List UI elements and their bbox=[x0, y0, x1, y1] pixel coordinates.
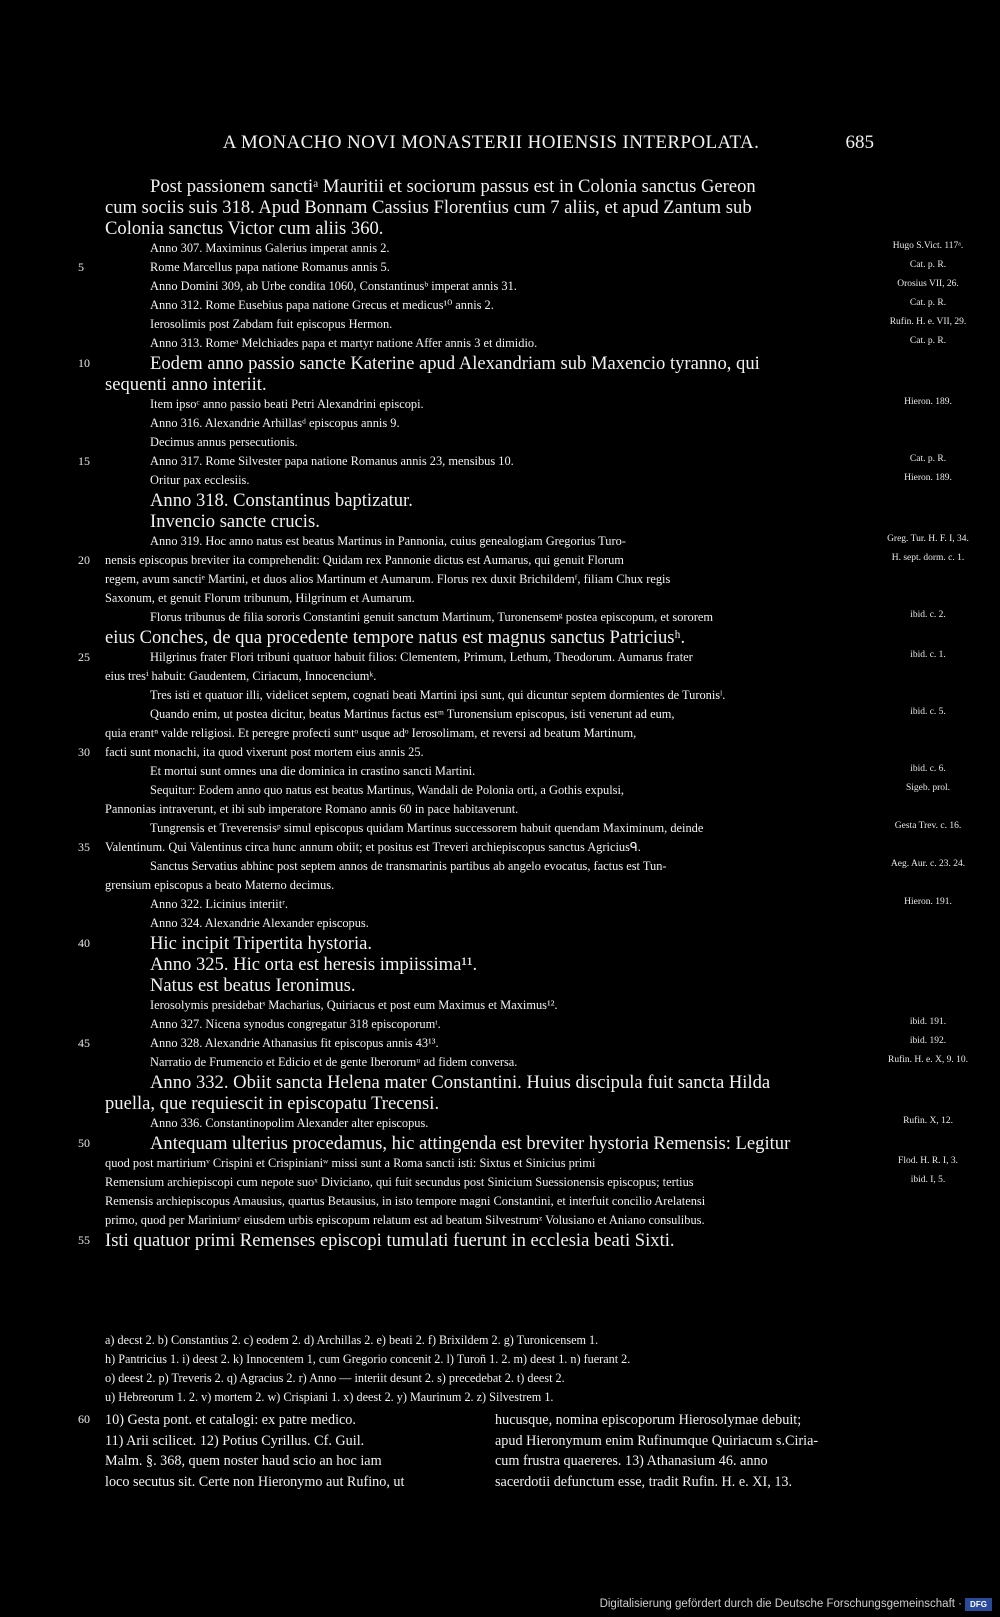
main-text bbox=[78, 176, 969, 1251]
line-text: Anno 312. Rome Eusebius papa natione Grecus et medicus¹⁰ annis 2. bbox=[150, 298, 494, 312]
line-text: Sanctus Servatius abhinc post septem annos de transmarinis partibus ab angelo evocatus, factus est Tun- bbox=[150, 859, 667, 873]
line-text: Post passionem sanctiᵃ Mauritii et sociorum passus est in Colonia sanctus Gereon bbox=[150, 176, 756, 197]
margin-reference: Rufin. H. e. X, 9. 10. bbox=[888, 1055, 968, 1065]
line-number: 50 bbox=[78, 1136, 90, 1150]
text-line bbox=[105, 996, 877, 1015]
line-text: Hic incipit Tripertita hystoria. bbox=[150, 933, 373, 954]
text-line bbox=[105, 1154, 958, 1173]
line-text: Anno 318. Constantinus baptizatur. bbox=[150, 490, 413, 511]
text-line bbox=[78, 551, 965, 570]
line-text: facti sunt monachi, ita quod vixerunt post mortem eius annis 25. bbox=[105, 745, 424, 759]
margin-reference: ibid. I, 5. bbox=[910, 1175, 946, 1185]
text-line bbox=[105, 762, 946, 781]
line-text: Quando enim, ut postea dicitur, beatus Martinus factus estᵐ Turonensium episcopus, isti venerunt ad eum, bbox=[150, 707, 675, 721]
margin-reference: Gesta Trev. c. 16. bbox=[894, 821, 962, 831]
footnote-row: o) deest 2. p) Treveris 2. q) Agracius 2. r) Anno — interiit desunt 2. s) precedebat 2. t) deest 2. bbox=[105, 1371, 565, 1385]
text-line bbox=[105, 334, 947, 353]
margin-reference: Sigeb. prol. bbox=[905, 783, 951, 793]
footnote-row: h) Pantricius 1. i) deest 2. k) Innocentem 1, cum Gregorio concenit 2. l) Turoñ 1. 2. m) deest 1. n) fuerant 2. bbox=[105, 1352, 631, 1366]
line-text: primo, quod per Mariniumʸ eiusdem urbis episcopum relatum est ad beatum Silvestrumᶻ Volusiano et Aniano consulibus. bbox=[105, 1213, 705, 1227]
line-text: Anno 319. Hoc anno natus est beatus Martinus in Pannonia, cuius genealogiam Gregorius Turo- bbox=[150, 534, 626, 548]
running-header: A MONACHO NOVI MONASTERII HOIENSIS INTERPOLATA. bbox=[222, 132, 760, 153]
line-text: Invencio sancte crucis. bbox=[150, 511, 320, 532]
text-line bbox=[105, 627, 877, 648]
line-text: Ierosolimis post Zabdam fuit episcopus Hermon. bbox=[150, 317, 393, 331]
line-text: Remensis archiepiscopus Amausius, quartus Betausius, in isto tempore magni Constantini, et interfuit concilio Arelatensi bbox=[105, 1194, 706, 1208]
notes-right-column bbox=[495, 1410, 865, 1492]
line-text: quod post martiriumᵛ Crispini et Crispinianiʷ missi sunt a Roma sancti isti: Sixtus et Sinicius primi bbox=[105, 1156, 596, 1170]
line-text: Narratio de Frumencio et Edicio et de gente Iberorumᵘ ad fidem conversa. bbox=[150, 1055, 518, 1069]
margin-reference: Flod. H. R. I, 3. bbox=[898, 1156, 958, 1166]
text-line bbox=[78, 452, 947, 471]
text-line bbox=[105, 781, 951, 800]
text-line bbox=[105, 819, 962, 838]
text-line bbox=[105, 608, 946, 627]
text-line bbox=[105, 395, 952, 414]
line-text: Anno 325. Hic orta est heresis impiissima¹¹. bbox=[150, 954, 478, 975]
margin-reference: Cat. p. R. bbox=[909, 298, 947, 308]
line-text: Isti quatuor primi Remenses episcopi tumulati fuerunt in ecclesia beati Sixti. bbox=[105, 1230, 675, 1251]
line-text: Et mortui sunt omnes una die dominica in crastino sancti Martini. bbox=[150, 764, 476, 778]
text-line bbox=[105, 1192, 877, 1211]
digitization-footer bbox=[0, 1593, 1000, 1617]
margin-reference: ibid. 191. bbox=[909, 1017, 947, 1027]
text-line bbox=[105, 277, 959, 296]
line-text: Anno Domini 309, ab Urbe condita 1060, Constantinusᵇ imperat annis 31. bbox=[150, 279, 517, 293]
text-line bbox=[78, 1034, 947, 1053]
text-line bbox=[78, 1230, 877, 1251]
line-text: puella, que requiescit in episcopatu Trecensi. bbox=[105, 1093, 440, 1114]
text-line bbox=[105, 490, 877, 511]
text-line bbox=[105, 975, 877, 996]
note-line: 10) Gesta pont. et catalogi: ex patre medico. bbox=[105, 1412, 356, 1428]
line-text: Anno 313. Romeᵃ Melchiades papa et martyr natione Affer annis 3 et dimidio. bbox=[150, 336, 538, 350]
line-number: 5 bbox=[78, 260, 84, 274]
line-text: Rome Marcellus papa natione Romanus annis 5. bbox=[150, 260, 390, 274]
text-line bbox=[78, 933, 877, 954]
text-line bbox=[105, 1072, 877, 1093]
line-text: Tres isti et quatuor illi, videlicet septem, cognati beati Martini ipsi sunt, qui dicuntur septem dormientes de Turonisˡ. bbox=[150, 688, 726, 702]
line-text: Valentinum. Qui Valentinus circa hunc annum obiit; et positus est Treveri archiepiscopus sanctus Agriciusᑫ. bbox=[105, 840, 641, 854]
text-line bbox=[105, 724, 877, 743]
line-number: 60 bbox=[78, 1412, 90, 1426]
footnote-row: u) Hebreorum 1. 2. v) mortem 2. w) Crispiani 1. x) deest 2. y) Maurinum 2. z) Silvestrem 1. bbox=[105, 1390, 554, 1404]
text-line bbox=[78, 838, 877, 857]
line-text: eius tresⁱ habuit: Gaudentem, Ciriacum, Innocenciumᵏ. bbox=[105, 669, 377, 683]
line-number: 40 bbox=[78, 936, 90, 950]
text-line bbox=[105, 876, 877, 895]
line-text: Ierosolymis presidebatˢ Macharius, Quiriacus et post eum Maximus et Maximus¹². bbox=[150, 998, 558, 1012]
note-line: cum frustra quaereres. 13) Athanasium 46. anno bbox=[495, 1453, 768, 1469]
text-line bbox=[105, 532, 969, 551]
footnote-row: a) decst 2. b) Constantius 2. c) eodem 2. d) Archillas 2. e) beati 2. f) Brixildem 2. g) Turonicensem 1. bbox=[105, 1333, 599, 1347]
text-line bbox=[105, 1211, 877, 1230]
line-text: Anno 336. Constantinopolim Alexander alter episcopus. bbox=[150, 1116, 429, 1130]
note-line: hucusque, nomina episcoporum Hierosolymae debuit; bbox=[495, 1412, 802, 1428]
line-text: Anno 327. Nicena synodus congregatur 318 episcoporumᵗ. bbox=[150, 1017, 441, 1031]
line-text: Sequitur: Eodem anno quo natus est beatus Martinus, Wandali de Polonia orti, a Gothis expulsi, bbox=[150, 783, 625, 797]
margin-reference: Hieron. 189. bbox=[904, 397, 952, 407]
line-text: Anno 322. Licinius interiitʳ. bbox=[150, 897, 288, 911]
margin-reference: Aeg. Aur. c. 23. 24. bbox=[890, 859, 966, 869]
text-line bbox=[78, 353, 877, 374]
line-text: Decimus annus persecutionis. bbox=[150, 435, 298, 449]
text-line bbox=[105, 433, 877, 452]
text-line bbox=[78, 648, 946, 667]
text-line bbox=[105, 374, 877, 395]
text-line bbox=[105, 414, 877, 433]
text-line bbox=[105, 315, 967, 334]
line-text: Item ipsoᶜ anno passio beati Petri Alexandrini episcopi. bbox=[150, 397, 424, 411]
line-text: Hilgrinus frater Flori tribuni quatuor habuit filios: Clementem, Primum, Lethum, Theodorum. Aumarus frater bbox=[150, 650, 693, 664]
text-line bbox=[105, 570, 877, 589]
note-line: sacerdotii defunctum esse, tradit Rufin. H. e. XI, 13. bbox=[495, 1473, 793, 1490]
line-text: Anno 328. Alexandrie Athanasius fit episcopus annis 43¹³. bbox=[150, 1036, 439, 1050]
note-line: 11) Arii scilicet. 12) Potius Cyrillus. Cf. Guil. bbox=[105, 1432, 365, 1449]
line-text: Oritur pax ecclesiis. bbox=[150, 473, 250, 487]
text-line bbox=[105, 589, 877, 608]
text-line bbox=[105, 471, 952, 490]
text-line bbox=[105, 197, 877, 218]
text-line bbox=[105, 1015, 947, 1034]
margin-reference: Hieron. 191. bbox=[904, 897, 952, 907]
margin-reference: Hieron. 189. bbox=[904, 473, 952, 483]
note-line: apud Hieronymum enim Rufinumque Quiriacum s.Ciria- bbox=[495, 1432, 819, 1449]
text-line bbox=[105, 176, 877, 197]
line-number: 30 bbox=[78, 745, 90, 759]
margin-reference: Hugo S.Vict. 117ᵃ. bbox=[892, 241, 964, 251]
line-text: sequenti anno interiit. bbox=[105, 374, 267, 395]
line-text: Eodem anno passio sancte Katerine apud Alexandriam sub Maxencio tyranno, qui bbox=[150, 353, 760, 374]
note-line: Malm. §. 368, quem noster haud scio an hoc iam bbox=[105, 1453, 382, 1469]
line-number: 20 bbox=[78, 553, 90, 567]
text-line bbox=[105, 1093, 877, 1114]
text-line bbox=[105, 296, 947, 315]
text-line bbox=[105, 1114, 953, 1133]
text-line bbox=[78, 1133, 877, 1154]
note-line: loco secutus sit. Certe non Hieronymo aut Rufino, ut bbox=[105, 1473, 405, 1490]
margin-reference: ibid. c. 5. bbox=[910, 707, 946, 717]
margin-reference: ibid. c. 1. bbox=[910, 650, 946, 660]
line-text: grensium episcopus a beato Materno decimus. bbox=[105, 878, 335, 892]
text-line bbox=[105, 895, 952, 914]
text-line bbox=[105, 1053, 968, 1072]
margin-reference: Orosius VII, 26. bbox=[897, 279, 959, 289]
line-text: quia erantⁿ valde religiosi. Et peregre profecti suntᵒ usque adᵒ Ierosolimam, et reversi ad beatum Martinum, bbox=[105, 726, 637, 740]
dfg-logo: DFG bbox=[965, 1598, 992, 1611]
line-text: eius Conches, de qua procedente tempore natus est magnus sanctus Patriciusʰ. bbox=[105, 627, 686, 648]
margin-reference: Rufin. H. e. VII, 29. bbox=[889, 317, 967, 327]
text-line bbox=[105, 705, 946, 724]
line-text: Anno 316. Alexandrie Arhillasᵈ episcopus annis 9. bbox=[150, 416, 400, 430]
line-text: Antequam ulterius procedamus, hic attingenda est breviter hystoria Remensis: Legitur bbox=[150, 1133, 791, 1154]
text-line bbox=[105, 218, 877, 239]
line-number: 35 bbox=[78, 840, 90, 854]
line-text: cum sociis suis 318. Apud Bonnam Cassius Florentius cum 7 aliis, et apud Zantum sub bbox=[105, 197, 752, 218]
line-text: Colonia sanctus Victor cum aliis 360. bbox=[105, 218, 384, 239]
line-text: regem, avum sanctiᵉ Martini, et duos alios Martinum et Aumarum. Florus rex duxit Brichildemᶠ, filiam Chux regis bbox=[105, 572, 671, 586]
line-text: Pannonias intraverunt, et ibi sub imperatore Romano annis 60 in pace habitaverunt. bbox=[105, 802, 519, 816]
line-number: 45 bbox=[78, 1036, 90, 1050]
line-text: Remensium archiepiscopi cum nepote suoˣ Diviciano, qui fuit secundus post Sinicium Suessionensis episcopus; tertius bbox=[105, 1175, 694, 1189]
text-line bbox=[105, 667, 877, 686]
notes-left-column bbox=[105, 1410, 475, 1492]
line-text: Anno 332. Obiit sancta Helena mater Constantini. Huius discipula fuit sancta Hilda bbox=[150, 1072, 771, 1093]
text-line bbox=[105, 239, 964, 258]
line-text: Natus est beatus Ieronimus. bbox=[150, 975, 356, 996]
margin-reference: ibid. 192. bbox=[909, 1036, 947, 1046]
margin-reference: Rufin. X, 12. bbox=[903, 1116, 953, 1126]
line-text: nensis episcopus breviter ita comprehendit: Quidam rex Pannonie dictus est Aumarus, qui genuit Florum bbox=[105, 553, 624, 567]
margin-reference: ibid. c. 2. bbox=[910, 610, 946, 620]
text-line bbox=[105, 914, 877, 933]
apparatus-footnotes bbox=[105, 1331, 877, 1407]
text-line bbox=[105, 857, 966, 876]
line-number: 25 bbox=[78, 650, 90, 664]
line-number: 10 bbox=[78, 356, 90, 370]
footer-credit: Digitalisierung gefördert durch die Deutsche Forschungsgemeinschaft · bbox=[599, 1598, 962, 1610]
margin-reference: Cat. p. R. bbox=[909, 454, 947, 464]
margin-reference: Cat. p. R. bbox=[909, 336, 947, 346]
line-number: 15 bbox=[78, 454, 90, 468]
margin-reference: Greg. Tur. H. F. I, 34. bbox=[887, 534, 969, 544]
line-text: Anno 317. Rome Silvester papa natione Romanus annis 23, mensibus 10. bbox=[150, 454, 514, 468]
margin-reference: Cat. p. R. bbox=[909, 260, 947, 270]
text-line bbox=[78, 743, 877, 762]
margin-reference: H. sept. dorm. c. 1. bbox=[891, 553, 965, 563]
page-number: 685 bbox=[845, 132, 874, 153]
text-line bbox=[105, 1173, 946, 1192]
text-line bbox=[78, 258, 947, 277]
text-line bbox=[105, 511, 877, 532]
text-line bbox=[105, 686, 877, 705]
text-line bbox=[105, 954, 877, 975]
line-text: Tungrensis et Treverensisᵖ simul episcopus quidam Martinus successorem habuit quendam Maximinum, deinde bbox=[150, 821, 704, 835]
line-text: Saxonum, et genuit Florum tribunum, Hilgrinum et Aumarum. bbox=[105, 591, 415, 605]
margin-reference: ibid. c. 6. bbox=[910, 764, 946, 774]
line-text: Anno 307. Maximinus Galerius imperat annis 2. bbox=[150, 241, 390, 255]
line-text: Anno 324. Alexandrie Alexander episcopus. bbox=[150, 916, 369, 930]
line-text: Florus tribunus de filia sororis Constantini genuit sanctum Martinum, Turonensemᵍ postea episcopum, et sororem bbox=[150, 610, 713, 624]
text-line bbox=[105, 800, 877, 819]
line-number: 55 bbox=[78, 1233, 90, 1247]
